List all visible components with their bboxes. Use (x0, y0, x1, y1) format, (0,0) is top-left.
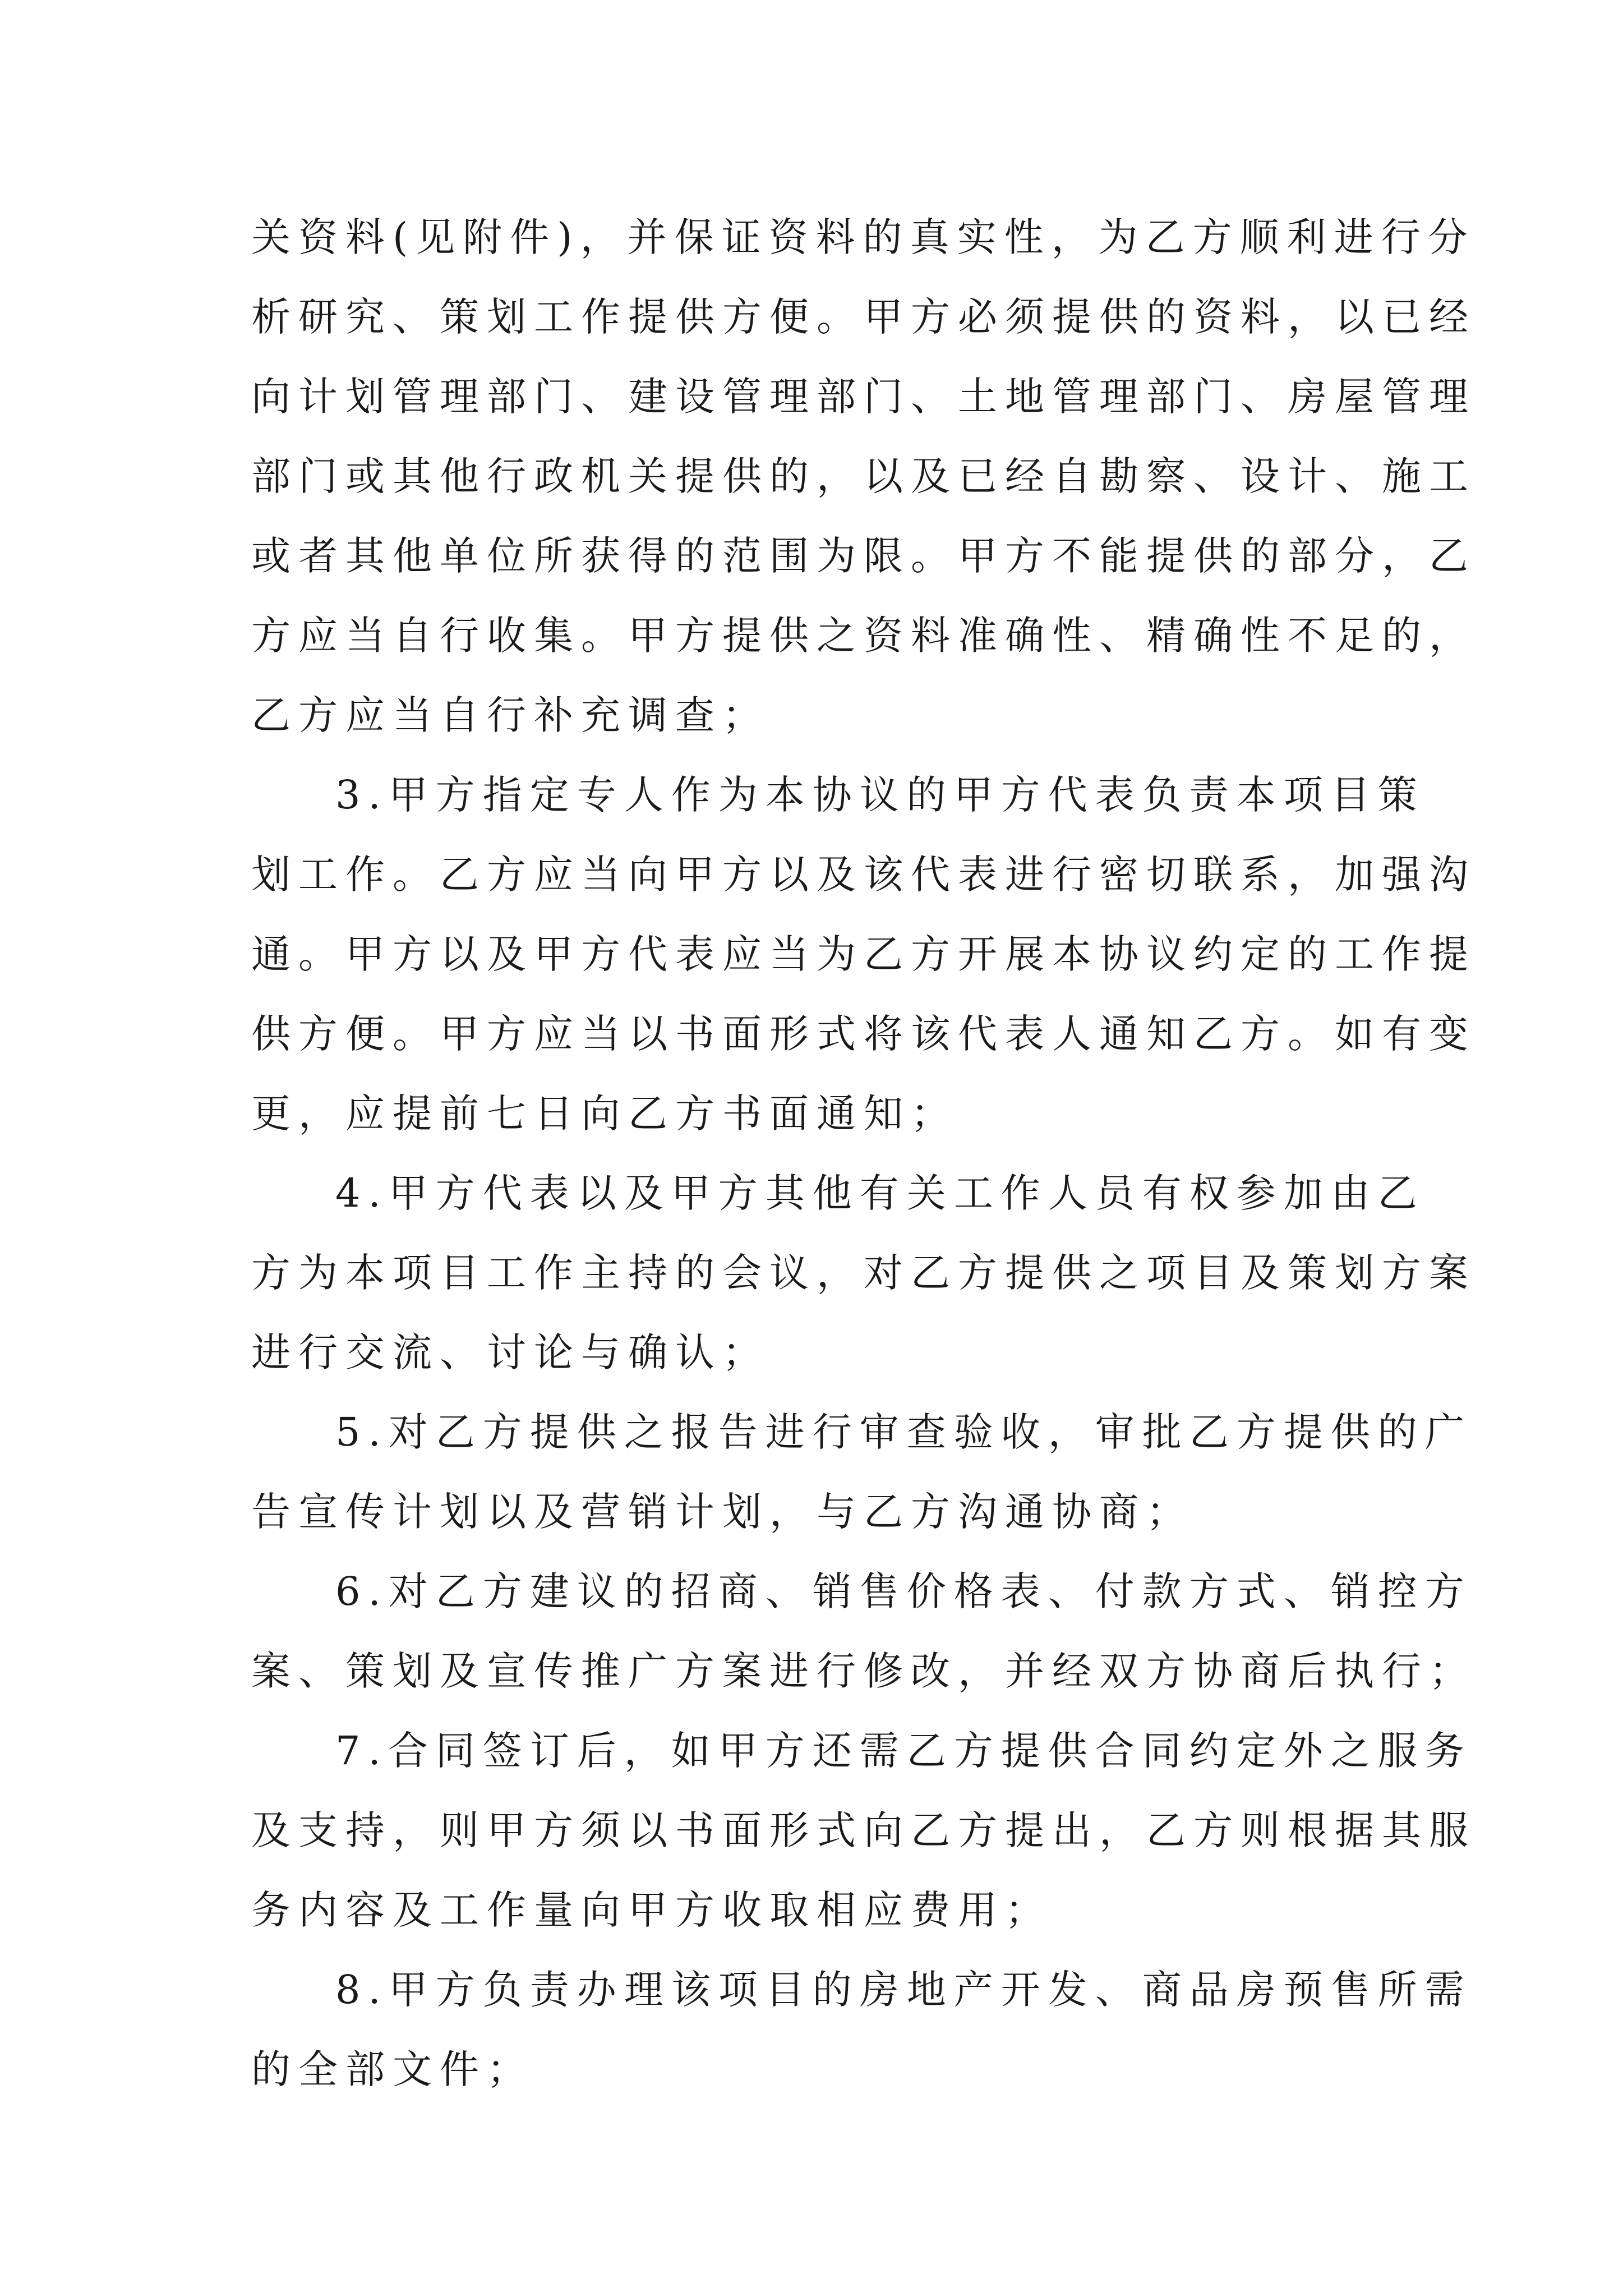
text-line: 或者其他单位所获得的范围为限。甲方不能提供的部分，乙 (251, 533, 1476, 579)
text-line: 乙方应当自行补充调查； (251, 692, 769, 738)
clause-4-start: 4.甲方代表以及甲方其他有关工作人员有权参加由乙 (335, 1170, 1425, 1216)
text-line: 案、策划及宣传推广方案进行修改，并经双方协商后执行； (251, 1648, 1476, 1694)
text-line: 向计划管理部门、建设管理部门、土地管理部门、房屋管理 (251, 374, 1476, 420)
text-line: 关资料(见附件)，并保证资料的真实性，为乙方顺利进行分 (251, 214, 1476, 260)
text-line: 及支持，则甲方须以书面形式向乙方提出，乙方则根据其服 (251, 1807, 1476, 1853)
text-line: 部门或其他行政机关提供的，以及已经自勘察、设计、施工 (251, 453, 1476, 499)
text-line: 务内容及工作量向甲方收取相应费用； (251, 1887, 1052, 1933)
clause-5-start: 5.对乙方提供之报告进行审查验收，审批乙方提供的广 (335, 1409, 1472, 1455)
text-line: 通。甲方以及甲方代表应当为乙方开展本协议约定的工作提 (251, 931, 1476, 977)
text-line: 进行交流、讨论与确认； (251, 1329, 769, 1375)
text-line: 更，应提前七日向乙方书面通知； (251, 1091, 958, 1137)
clause-6-start: 6.对乙方建议的招商、销售价格表、付款方式、销控方 (335, 1568, 1472, 1614)
clause-3-start: 3.甲方指定专人作为本协议的甲方代表负责本项目策 (335, 772, 1425, 818)
text-line: 供方便。甲方应当以书面形式将该代表人通知乙方。如有变 (251, 1011, 1476, 1057)
clause-7-start: 7.合同签订后，如甲方还需乙方提供合同约定外之服务 (335, 1728, 1472, 1774)
text-line: 析研究、策划工作提供方便。甲方必须提供的资料，以已经 (251, 294, 1476, 340)
text-line: 方应当自行收集。甲方提供之资料准确性、精确性不足的， (251, 613, 1476, 659)
text-line: 告宣传计划以及营销计划，与乙方沟通协商； (251, 1489, 1193, 1535)
text-line: 方为本项目工作主持的会议，对乙方提供之项目及策划方案 (251, 1250, 1476, 1296)
text-line: 划工作。乙方应当向甲方以及该代表进行密切联系，加强沟 (251, 852, 1476, 898)
clause-8-start: 8.甲方负责办理该项目的房地产开发、商品房预售所需 (335, 1967, 1472, 2013)
text-line: 的全部文件； (251, 2046, 534, 2092)
document-body (251, 197, 1476, 2109)
